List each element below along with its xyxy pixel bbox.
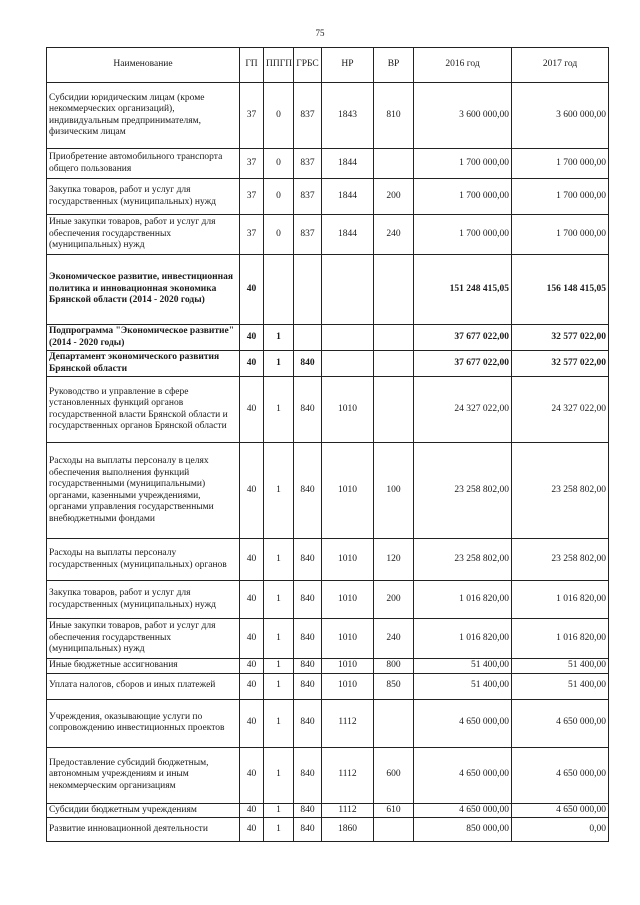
cell-vr (374, 149, 414, 179)
cell-2017: 51 400,00 (512, 659, 609, 674)
cell-name: Руководство и управление в сфере установленных функций органов государственной власти Брянской области и государственных органов Брянской области (47, 377, 240, 443)
cell-2016: 4 650 000,00 (414, 747, 512, 803)
cell-grbs: 840 (294, 747, 322, 803)
table-row (47, 581, 609, 619)
cell-ppgp: 1 (264, 673, 294, 699)
cell-2016: 23 258 802,00 (414, 539, 512, 581)
cell-ppgp (264, 255, 294, 325)
cell-gp: 40 (240, 818, 264, 842)
cell-vr (374, 699, 414, 747)
table-header-row (47, 48, 609, 83)
cell-ppgp: 1 (264, 818, 294, 842)
cell-vr: 850 (374, 673, 414, 699)
cell-ppgp: 0 (264, 83, 294, 149)
cell-ppgp: 1 (264, 619, 294, 659)
cell-nr: 1843 (322, 83, 374, 149)
table-row (47, 818, 609, 842)
cell-name: Приобретение автомобильного транспорта общего пользования (47, 149, 240, 179)
cell-name: Иные бюджетные ассигнования (47, 659, 240, 674)
cell-2016: 51 400,00 (414, 673, 512, 699)
cell-gp: 40 (240, 325, 264, 351)
table-row (47, 255, 609, 325)
cell-2017: 1 700 000,00 (512, 149, 609, 179)
cell-name: Расходы на выплаты персоналу в целях обеспечения выполнения функций государственными (муниципальными) органами, казенными учреждениями, органами управления государственными внебюджетными фондами (47, 443, 240, 539)
cell-gp: 40 (240, 747, 264, 803)
cell-gp: 40 (240, 443, 264, 539)
header-gp: ГП (240, 48, 264, 83)
cell-ppgp: 1 (264, 747, 294, 803)
cell-2017: 32 577 022,00 (512, 325, 609, 351)
header-2017: 2017 год (512, 48, 609, 83)
cell-gp: 40 (240, 619, 264, 659)
table-row (47, 539, 609, 581)
table-row (47, 443, 609, 539)
cell-nr: 1844 (322, 149, 374, 179)
cell-gp: 37 (240, 149, 264, 179)
cell-nr: 1010 (322, 581, 374, 619)
cell-name: Закупка товаров, работ и услуг для государственных (муниципальных) нужд (47, 179, 240, 215)
cell-name: Закупка товаров, работ и услуг для государственных (муниципальных) нужд (47, 581, 240, 619)
cell-grbs: 840 (294, 699, 322, 747)
cell-nr: 1010 (322, 539, 374, 581)
cell-vr: 240 (374, 619, 414, 659)
cell-ppgp: 0 (264, 179, 294, 215)
cell-nr (322, 325, 374, 351)
cell-2017: 3 600 000,00 (512, 83, 609, 149)
cell-name: Департамент экономического развития Брянской области (47, 351, 240, 377)
table-row (47, 83, 609, 149)
cell-2016: 151 248 415,05 (414, 255, 512, 325)
cell-ppgp: 1 (264, 539, 294, 581)
cell-2016: 23 258 802,00 (414, 443, 512, 539)
cell-2017: 23 258 802,00 (512, 443, 609, 539)
cell-2016: 51 400,00 (414, 659, 512, 674)
cell-gp: 37 (240, 83, 264, 149)
cell-2017: 1 700 000,00 (512, 215, 609, 255)
cell-2016: 37 677 022,00 (414, 325, 512, 351)
cell-vr: 240 (374, 215, 414, 255)
cell-2017: 1 016 820,00 (512, 581, 609, 619)
cell-name: Экономическое развитие, инвестиционная политика и инновационная экономика Брянской области (2014 - 2020 годы) (47, 255, 240, 325)
budget-table (46, 47, 609, 842)
cell-name: Иные закупки товаров, работ и услуг для обеспечения государственных (муниципальных) нужд (47, 619, 240, 659)
cell-grbs (294, 255, 322, 325)
cell-nr: 1860 (322, 818, 374, 842)
cell-gp: 37 (240, 179, 264, 215)
table-row (47, 803, 609, 818)
cell-2017: 32 577 022,00 (512, 351, 609, 377)
cell-nr: 1112 (322, 803, 374, 818)
cell-ppgp: 1 (264, 659, 294, 674)
cell-name: Субсидии юридическим лицам (кроме некоммерческих организаций), индивидуальным предпринимателям, физическим лицам (47, 83, 240, 149)
cell-2016: 1 700 000,00 (414, 149, 512, 179)
header-vr: ВР (374, 48, 414, 83)
cell-gp: 40 (240, 803, 264, 818)
header-ppgp: ППГП (264, 48, 294, 83)
cell-grbs: 840 (294, 443, 322, 539)
cell-gp: 40 (240, 255, 264, 325)
cell-grbs (294, 325, 322, 351)
cell-vr (374, 377, 414, 443)
cell-grbs: 840 (294, 803, 322, 818)
cell-2017: 156 148 415,05 (512, 255, 609, 325)
cell-gp: 40 (240, 699, 264, 747)
cell-name: Уплата налогов, сборов и иных платежей (47, 673, 240, 699)
cell-nr: 1844 (322, 215, 374, 255)
cell-2017: 51 400,00 (512, 673, 609, 699)
cell-ppgp: 1 (264, 325, 294, 351)
table-row (47, 179, 609, 215)
cell-grbs: 837 (294, 149, 322, 179)
cell-grbs: 840 (294, 377, 322, 443)
cell-2016: 1 700 000,00 (414, 215, 512, 255)
cell-2016: 850 000,00 (414, 818, 512, 842)
cell-grbs: 837 (294, 215, 322, 255)
table-row (47, 673, 609, 699)
cell-ppgp: 1 (264, 699, 294, 747)
cell-nr: 1112 (322, 747, 374, 803)
cell-grbs: 840 (294, 659, 322, 674)
cell-vr: 100 (374, 443, 414, 539)
cell-grbs: 840 (294, 351, 322, 377)
cell-2017: 24 327 022,00 (512, 377, 609, 443)
cell-gp: 40 (240, 659, 264, 674)
table-row (47, 377, 609, 443)
cell-grbs: 840 (294, 539, 322, 581)
cell-nr: 1010 (322, 673, 374, 699)
cell-vr (374, 325, 414, 351)
cell-nr: 1010 (322, 443, 374, 539)
cell-2016: 1 700 000,00 (414, 179, 512, 215)
cell-grbs: 840 (294, 619, 322, 659)
cell-nr: 1112 (322, 699, 374, 747)
cell-2016: 37 677 022,00 (414, 351, 512, 377)
cell-vr (374, 818, 414, 842)
table-row (47, 699, 609, 747)
cell-vr (374, 351, 414, 377)
table-row (47, 149, 609, 179)
cell-ppgp: 1 (264, 443, 294, 539)
cell-nr (322, 255, 374, 325)
cell-ppgp: 0 (264, 149, 294, 179)
cell-gp: 40 (240, 581, 264, 619)
cell-vr: 800 (374, 659, 414, 674)
table-row (47, 215, 609, 255)
page-number: 75 (315, 28, 325, 38)
cell-2017: 4 650 000,00 (512, 747, 609, 803)
cell-name: Иные закупки товаров, работ и услуг для обеспечения государственных (муниципальных) нужд (47, 215, 240, 255)
cell-vr: 200 (374, 179, 414, 215)
cell-2016: 4 650 000,00 (414, 699, 512, 747)
cell-2017: 1 016 820,00 (512, 619, 609, 659)
cell-nr: 1010 (322, 377, 374, 443)
cell-name: Учреждения, оказывающие услуги по сопровождению инвестиционных проектов (47, 699, 240, 747)
cell-name: Субсидии бюджетным учреждениям (47, 803, 240, 818)
cell-2017: 0,00 (512, 818, 609, 842)
cell-grbs: 840 (294, 673, 322, 699)
cell-2017: 1 700 000,00 (512, 179, 609, 215)
cell-ppgp: 1 (264, 377, 294, 443)
header-nr: НР (322, 48, 374, 83)
header-name: Наименование (47, 48, 240, 83)
cell-gp: 40 (240, 351, 264, 377)
cell-name: Подпрограмма "Экономическое развитие" (2014 - 2020 годы) (47, 325, 240, 351)
cell-ppgp: 0 (264, 215, 294, 255)
cell-grbs: 840 (294, 581, 322, 619)
cell-2016: 1 016 820,00 (414, 581, 512, 619)
cell-gp: 40 (240, 539, 264, 581)
header-grbs: ГРБС (294, 48, 322, 83)
cell-name: Предоставление субсидий бюджетным, автономным учреждениям и иным некоммерческим организациям (47, 747, 240, 803)
cell-2016: 3 600 000,00 (414, 83, 512, 149)
table-row (47, 659, 609, 674)
cell-ppgp: 1 (264, 351, 294, 377)
cell-vr: 600 (374, 747, 414, 803)
cell-2016: 1 016 820,00 (414, 619, 512, 659)
cell-2016: 24 327 022,00 (414, 377, 512, 443)
cell-vr (374, 255, 414, 325)
cell-vr: 120 (374, 539, 414, 581)
cell-ppgp: 1 (264, 581, 294, 619)
cell-2017: 4 650 000,00 (512, 803, 609, 818)
header-2016: 2016 год (414, 48, 512, 83)
cell-name: Расходы на выплаты персоналу государственных (муниципальных) органов (47, 539, 240, 581)
table-row (47, 619, 609, 659)
cell-nr: 1010 (322, 619, 374, 659)
cell-2016: 4 650 000,00 (414, 803, 512, 818)
cell-name: Развитие инновационной деятельности (47, 818, 240, 842)
table-row (47, 325, 609, 351)
cell-grbs: 840 (294, 818, 322, 842)
cell-grbs: 837 (294, 179, 322, 215)
cell-ppgp: 1 (264, 803, 294, 818)
cell-gp: 37 (240, 215, 264, 255)
cell-nr: 1010 (322, 659, 374, 674)
cell-vr: 810 (374, 83, 414, 149)
table-row (47, 351, 609, 377)
cell-grbs: 837 (294, 83, 322, 149)
cell-nr (322, 351, 374, 377)
cell-2017: 4 650 000,00 (512, 699, 609, 747)
cell-vr: 610 (374, 803, 414, 818)
table-row (47, 747, 609, 803)
cell-gp: 40 (240, 673, 264, 699)
cell-vr: 200 (374, 581, 414, 619)
cell-2017: 23 258 802,00 (512, 539, 609, 581)
cell-gp: 40 (240, 377, 264, 443)
cell-nr: 1844 (322, 179, 374, 215)
